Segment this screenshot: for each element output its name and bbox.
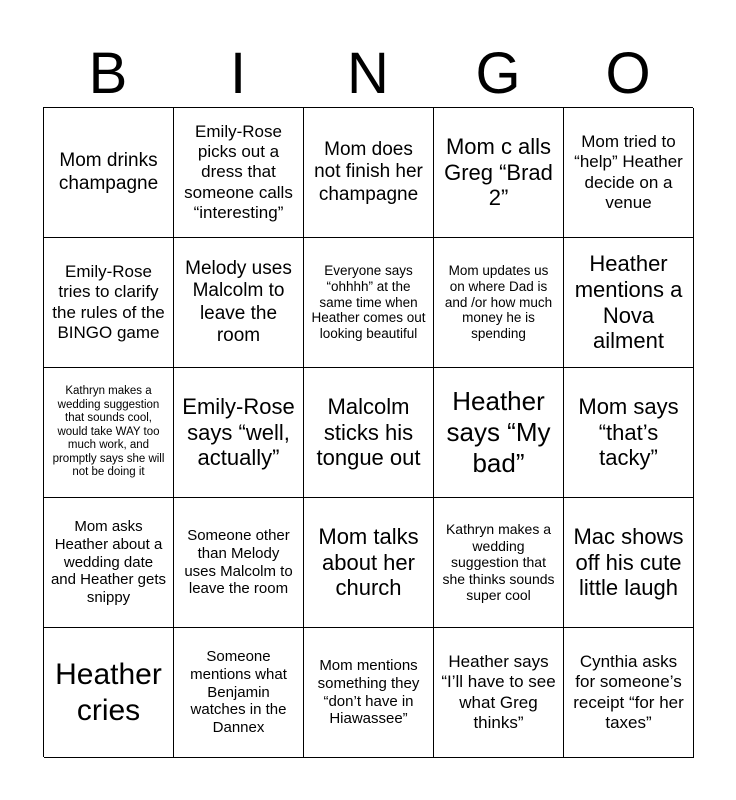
cell-text: Malcolm sticks his tongue out bbox=[316, 393, 421, 471]
header-letter-b: B bbox=[88, 41, 128, 106]
cell-text: Emily-Rose picks out a dress that someone calls “interesting” bbox=[184, 122, 293, 222]
cell-text: Mom talks about her church bbox=[318, 523, 419, 601]
cell-text: Cynthia asks for someone’s receipt “for her taxes” bbox=[573, 652, 684, 732]
bingo-cell[interactable] bbox=[174, 108, 304, 238]
cell-text: Mom tried to “help” Heather decide on a venue bbox=[574, 132, 683, 212]
cell-text: Emily-Rose tries to clarify the rules of the BINGO game bbox=[52, 262, 165, 342]
cell-text: Kathryn makes a wedding suggestion that she thinks sounds super cool bbox=[442, 521, 555, 604]
cell-text: Mom updates us on where Dad is and /or how much money he is spending bbox=[444, 262, 553, 342]
cell-text: Mom asks Heather about a wedding date and Heather gets snippy bbox=[50, 518, 167, 607]
cell-text: Heather says “My bad” bbox=[446, 386, 551, 478]
bingo-cell[interactable] bbox=[304, 108, 434, 238]
bingo-cell[interactable] bbox=[564, 238, 694, 368]
header-letter-i: I bbox=[229, 41, 247, 106]
bingo-cell[interactable] bbox=[304, 238, 434, 368]
bingo-cell[interactable] bbox=[174, 238, 304, 368]
header-letter-n: N bbox=[347, 41, 389, 106]
cell-text: Mom mentions something they “don’t have in Hiawassee” bbox=[317, 657, 420, 728]
bingo-cell[interactable] bbox=[564, 498, 694, 628]
bingo-cell[interactable] bbox=[434, 238, 564, 368]
cell-text: Melody uses Malcolm to leave the room bbox=[185, 257, 292, 346]
bingo-cell[interactable] bbox=[44, 108, 174, 238]
bingo-cell[interactable] bbox=[564, 628, 694, 758]
bingo-cell[interactable] bbox=[434, 628, 564, 758]
bingo-cell[interactable] bbox=[44, 498, 174, 628]
bingo-cell[interactable] bbox=[564, 368, 694, 498]
bingo-cell[interactable] bbox=[304, 628, 434, 758]
cell-text: Emily-Rose says “well, actually” bbox=[182, 393, 295, 471]
cell-text: Mom c alls Greg “Brad 2” bbox=[444, 133, 553, 211]
header-letter-g: G bbox=[475, 41, 521, 106]
bingo-cell[interactable] bbox=[174, 498, 304, 628]
bingo-cell[interactable] bbox=[304, 498, 434, 628]
cell-text: Someone mentions what Benjamin watches in the Dannex bbox=[190, 648, 287, 737]
bingo-cell[interactable] bbox=[304, 368, 434, 498]
cell-text: Mom says “that’s tacky” bbox=[578, 393, 679, 471]
header-letter-o: O bbox=[605, 41, 651, 106]
bingo-cell[interactable] bbox=[44, 628, 174, 758]
cell-text: Everyone says “ohhhh” at the same time when Heather comes out looking beautiful bbox=[311, 262, 426, 342]
bingo-cell[interactable] bbox=[174, 628, 304, 758]
bingo-cell[interactable] bbox=[44, 368, 174, 498]
cell-text: Mom drinks champagne bbox=[58, 150, 159, 194]
cell-text: Mom does not finish her champagne bbox=[314, 138, 423, 205]
bingo-cell[interactable] bbox=[434, 368, 564, 498]
cell-text: Mac shows off his cute little laugh bbox=[573, 523, 684, 601]
cell-text: Heather says “I’ll have to see what Greg thinks” bbox=[441, 652, 556, 732]
bingo-cell[interactable] bbox=[44, 238, 174, 368]
bingo-cell[interactable] bbox=[434, 108, 564, 238]
cell-text: Heather cries bbox=[55, 658, 162, 727]
bingo-cell[interactable] bbox=[174, 368, 304, 498]
cell-text: Kathryn makes a wedding suggestion that sounds cool, would take WAY too much work, and promptly says she will not be doing it bbox=[52, 385, 165, 479]
cell-text: Heather mentions a Nova ailment bbox=[574, 250, 683, 354]
bingo-cell[interactable] bbox=[434, 498, 564, 628]
bingo-cell[interactable] bbox=[564, 108, 694, 238]
cell-text: Someone other than Melody uses Malcolm to leave the room bbox=[184, 527, 293, 598]
bingo-grid bbox=[43, 107, 693, 757]
bingo-header bbox=[43, 40, 693, 108]
